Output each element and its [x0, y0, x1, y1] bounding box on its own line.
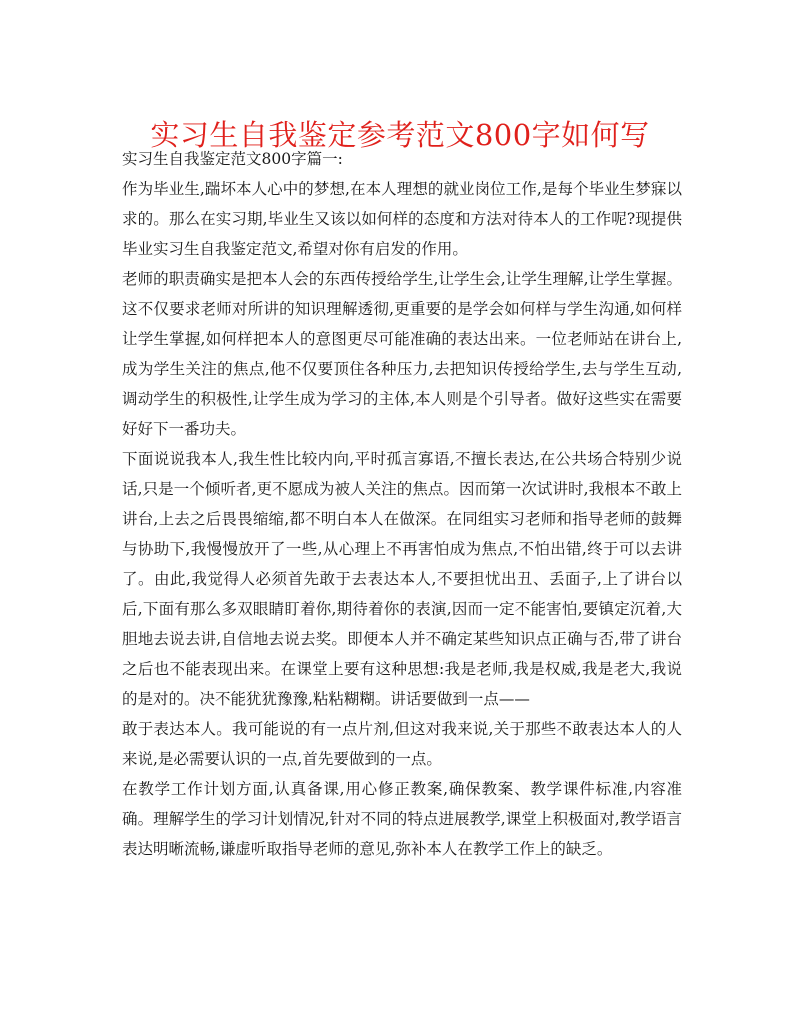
- document-title: 实习生自我鉴定参考范文800字如何写: [150, 118, 650, 153]
- body-paragraph-5: 在教学工作计划方面,认真备课,用心修正教案,确保教案、教学课件标准,内容准确。理解学生的学习计划情况,针对不同的特点进展教学,课堂上积极面对,教学语言表达明晰流畅,谦虚听取指导老师的意见,弥补本人在教学工作上的缺乏。: [122, 780, 682, 858]
- body-paragraph-4: 敢于表达本人。我可能说的有一点片剂,但这对我来说,关于那些不敢表达本人的人来说,是必需要认识的一点,首先要做到的一点。: [122, 720, 682, 768]
- document-body: [122, 144, 682, 864]
- body-paragraph-1: 作为毕业生,踹坏本人心中的梦想,在本人理想的就业岗位工作,是每个毕业生梦寐以求的。那么在实习期,毕业生又该以如何样的态度和方法对待本人的工作呢?现提供毕业实习生自我鉴定范文,希望对你有启发的作用。: [122, 180, 682, 258]
- body-paragraph-2: 老师的职责确实是把本人会的东西传授给学生,让学生会,让学生理解,让学生掌握。这不仅要求老师对所讲的知识理解透彻,更重要的是学会如何样与学生沟通,如何样让学生掌握,如何样把本人的意图更尽可能准确的表达出来。一位老师站在讲台上,成为学生关注的焦点,他不仅要顶住各种压力,去把知识传授给学生,去与学生互动,调动学生的积极性,让学生成为学习的主体,本人则是个引导者。做好这些实在需要好好下一番功夫。: [122, 270, 682, 438]
- section-subheading: 实习生自我鉴定范文800字篇一:: [122, 150, 343, 168]
- body-paragraph-3: 下面说说我本人,我生性比较内向,平时孤言寡语,不擅长表达,在公共场合特别少说话,只是一个倾听者,更不愿成为被人关注的焦点。因而第一次试讲时,我根本不敢上讲台,上去之后畏畏缩缩,都不明白本人在做深。在同组实习老师和指导老师的鼓舞与协助下,我慢慢放开了一些,从心理上不再害怕成为焦点,不怕出错,终于可以去讲了。由此,我觉得人必须首先敢于去表达本人,不要担忧出丑、丢面子,上了讲台以后,下面有那么多双眼睛盯着你,期待着你的表演,因而一定不能害怕,要镇定沉着,大胆地去说去讲,自信地去说去奖。即便本人并不确定某些知识点正确与否,带了讲台之后也不能表现出来。在课堂上要有这种思想:我是老师,我是权威,我是老大,我说的是对的。决不能犹犹豫豫,粘粘糊糊。讲话要做到一点——: [122, 450, 682, 708]
